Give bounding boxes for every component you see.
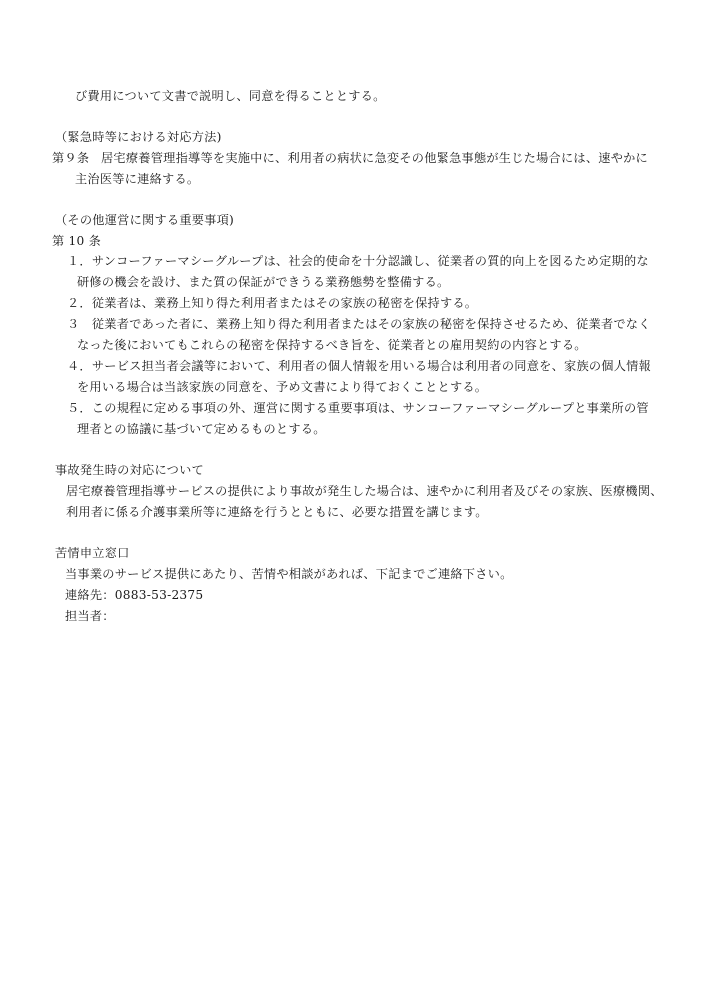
article-10-item-4-line-2: を用いる場合は当該家族の同意を、予め文書により得ておくこととする。 (77, 380, 488, 394)
emergency-heading: （緊急時等における対応方法) (55, 130, 222, 144)
complaint-person: 担当者： (65, 609, 115, 623)
accident-line-1: 居宅療養管理指導サービスの提供により事故が発生した場合は、速やかに利用者及びその家族、医療機関、 (66, 484, 663, 498)
complaint-contact: 連絡先：0883-53-2375 (65, 588, 204, 602)
complaint-line-1: 当事業のサービス提供にあたり、苦情や相談があれば、下記までご連絡下さい。 (65, 567, 513, 581)
accident-line-2: 利用者に係る介護事業所等に連絡を行うとともに、必要な措置を講じます。 (66, 505, 488, 519)
article-9-number: 第９条 (52, 151, 90, 165)
other-matters-heading: （その他運営に関する重要事項) (55, 213, 235, 227)
article-10-item-3-line-2: なった後においてもこれらの秘密を保持するべき旨を、従業者との雇用契約の内容とする。 (77, 338, 587, 352)
article-9-line-2: 主治医等に連絡する。 (75, 172, 200, 186)
intro-continuation: び費用について文書で説明し、同意を得ることとする。 (75, 89, 386, 103)
article-10-item-5-line-1: ５．この規程に定める事項の外、運営に関する重要事項は、サンコーファーマシーグループと事業所の管 (67, 401, 649, 415)
accident-heading: 事故発生時の対応について (55, 463, 204, 477)
complaint-heading: 苦情申立窓口 (55, 546, 130, 560)
article-10-number: 第 10 条 (52, 234, 102, 248)
article-10-item-1-line-2: 研修の機会を設け、また質の保証ができうる業務態勢を整備する。 (77, 275, 450, 289)
article-10-item-1-line-1: １．サンコーファーマシーグループは、社会的使命を十分認識し、従業者の質的向上を図るため定期的な (67, 254, 649, 268)
article-10-item-4-line-1: ４．サービス担当者会議等において、利用者の個人情報を用いる場合は利用者の同意を、家族の個人情報 (67, 359, 652, 373)
article-9-line-1: 居宅療養管理指導等を実施中に、利用者の病状に急変その他緊急事態が生じた場合には、速やかに (101, 151, 648, 165)
article-10-item-5-line-2: 理者との協議に基づいて定めるものとする。 (77, 422, 326, 436)
article-10-item-2: ２．従業者は、業務上知り得た利用者またはその家族の秘密を保持する。 (67, 296, 478, 310)
article-10-item-3-line-1: ３ 従業者であった者に、業務上知り得た利用者またはその家族の秘密を保持させるため、従業者でなく (67, 317, 651, 331)
